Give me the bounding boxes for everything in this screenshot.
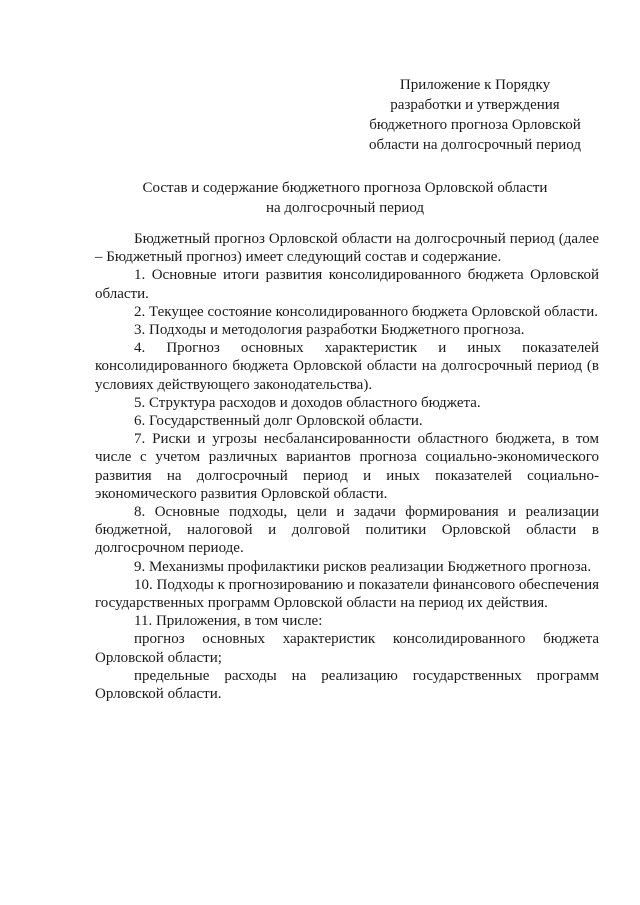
annex-header — [330, 75, 620, 155]
paragraph-item-10: 10. Подходы к прогнозированию и показатели финансового обеспечения государственных программ Орловской области на период их действия. — [95, 576, 599, 612]
title-line: на долгосрочный период — [265, 200, 425, 216]
paragraph-item-7: 7. Риски и угрозы несбалансированности областного бюджета, в том числе с учетом различных вариантов прогноза социально-экономического развития на долгосрочный период и иных показателей социально-экономического развития Орловской области. — [95, 431, 599, 502]
paragraph-item-5: 5. Структура расходов и доходов областного бюджета. — [134, 394, 481, 411]
annex-line: Приложение к Порядку — [399, 77, 551, 93]
annex-line: области на долгосрочный период — [368, 137, 581, 153]
title-line: Состав и содержание бюджетного прогноза Орловской области — [142, 180, 548, 196]
paragraph-item-11: 11. Приложения, в том числе: — [134, 613, 323, 630]
paragraph-item-3: 3. Подходы и методология разработки Бюджетного прогноза. — [134, 322, 525, 339]
paragraph-item-1: 1. Основные итоги развития консолидированного бюджета Орловской области. — [95, 267, 599, 302]
document-title — [95, 178, 595, 218]
paragraph-intro: Бюджетный прогноз Орловской области на долгосрочный период (далее – Бюджетный прогноз) имеет следующий состав и содержание. — [95, 231, 599, 266]
paragraph-item-9: 9. Механизмы профилактики рисков реализации Бюджетного прогноза. — [134, 558, 592, 575]
paragraph-subitem-1: прогноз основных характеристик консолидированного бюджета Орловской области; — [95, 631, 599, 666]
document-body — [95, 230, 599, 703]
paragraph-item-6: 6. Государственный долг Орловской области. — [134, 413, 423, 430]
paragraph-item-4: 4. Прогноз основных характеристик и иных показателей консолидированного бюджета Орловской области на долгосрочный период (в условиях действующего законодательства). — [95, 340, 599, 393]
paragraph-item-8: 8. Основные подходы, цели и задачи формирования и реализации бюджетной, налоговой и долговой политики Орловской области в долгосрочном периоде. — [95, 504, 599, 557]
annex-line: разработки и утверждения — [390, 97, 560, 113]
paragraph-item-2: 2. Текущее состояние консолидированного бюджета Орловской области. — [134, 303, 599, 320]
annex-line: бюджетного прогноза Орловской — [369, 117, 581, 133]
paragraph-subitem-2: предельные расходы на реализацию государственных программ Орловской области. — [95, 667, 599, 703]
